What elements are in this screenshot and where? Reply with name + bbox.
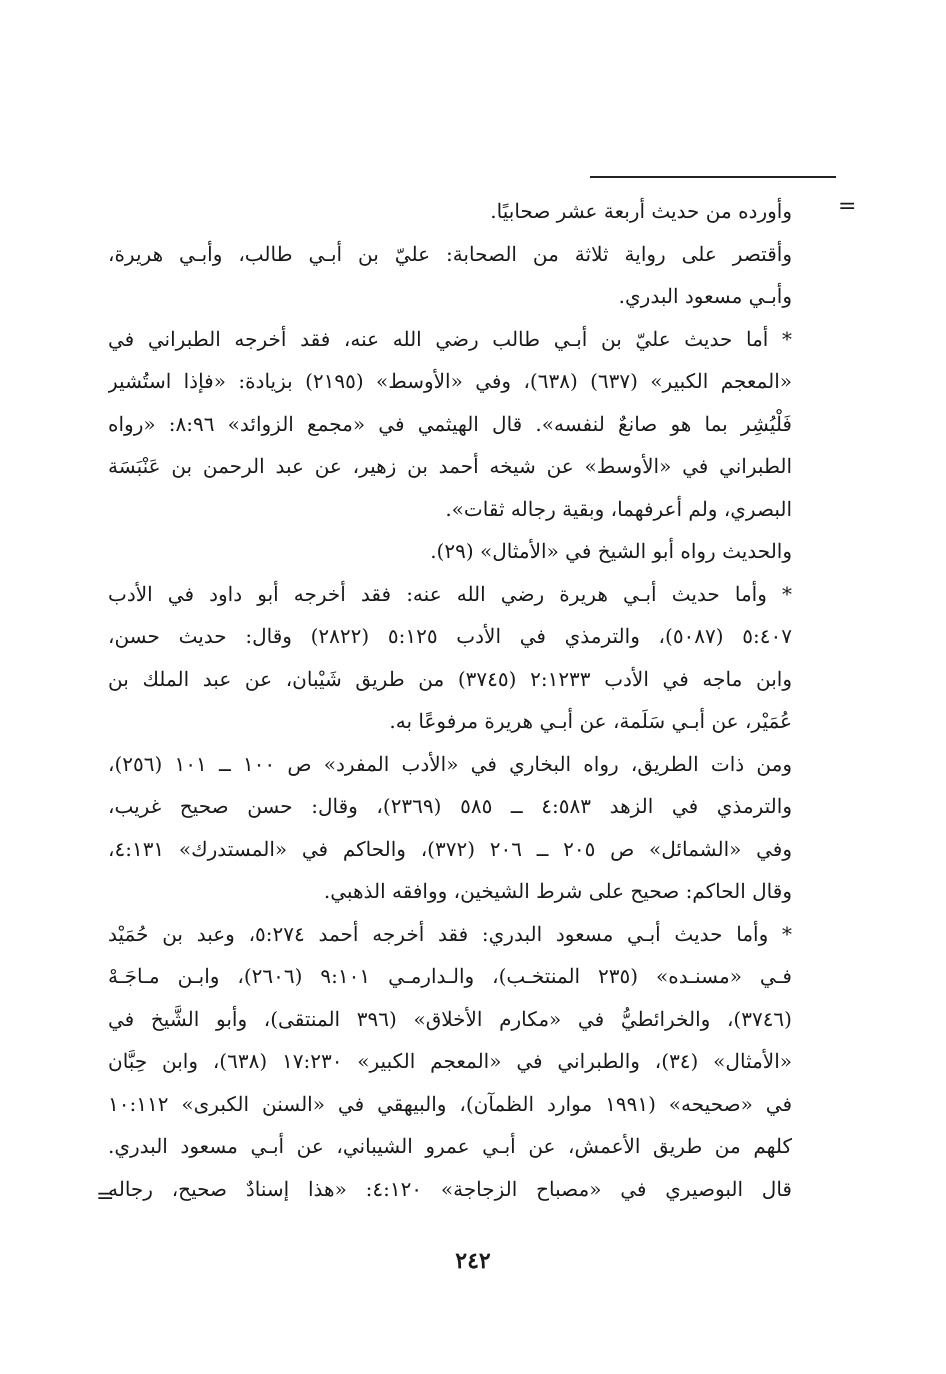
footnote-text	[108, 190, 792, 1210]
text-line: والحديث رواه أبو الشيخ في «الأمثال» (٢٩).	[430, 539, 792, 563]
text-line: وأقتصر على رواية ثلاثة من الصحابة: عليّ بن أبـي طالب، وأبـي هريرة،	[108, 241, 792, 266]
continuation-mark-bottom: =	[96, 1184, 115, 1209]
text-line: فـي «مسنـده» (٢٣٥ المنتخـب)، والـدارمـي ٩:١٠١ (٢٦٠٦)، وابـن مـاجَـهْ	[108, 964, 792, 988]
text-line: * وأما حديث أبـي هريرة رضي الله عنه: فقد أخرجه أبو داود في الأدب	[108, 581, 792, 606]
text-line: ٥:٤٠٧ (٥٠٨٧)، والترمذي في الأدب ٥:١٢٥ (٢٨٢٢) وقال: حديث حسن،	[108, 624, 792, 648]
text-line: «الأمثال» (٣٤)، والطبراني في «المعجم الكبير» ١٧:٢٣٠ (٦٣٨)، وابن حِبَّان	[108, 1049, 792, 1073]
text-line: البصري، ولم أعرفهما، وبقية رجاله ثقات».	[445, 496, 792, 521]
text-line: * وأما حديث أبـي مسعود البدري: فقد أخرجه أحمد ٥:٢٧٤، وعبد بن حُمَيْد	[108, 921, 792, 946]
text-line: عُمَيْر، عن أبـي سَلَمة، عن أبـي هريرة مرفوعًا به.	[389, 709, 792, 733]
footnote-separator-rule	[590, 176, 836, 178]
text-line: وأبـي مسعود البدري.	[618, 284, 792, 308]
text-line: فَلْيُشِر بما هو صانعٌ لنفسه». قال الهيثمي في «مجمع الزوائد» ٨:٩٦: «رواه	[108, 411, 792, 436]
text-line: (٣٧٤٦)، والخرائطيُّ في «مكارم الأخلاق» (٣٩٦ المنتقى)، وأبو الشَّيخ في	[108, 1006, 792, 1031]
continuation-mark-top: =	[838, 194, 857, 219]
text-line: * أما حديث عليّ بن أبـي طالب رضي الله عنه، فقد أخرجه الطبراني في	[108, 326, 792, 351]
text-line: وقال الحاكم: صحيح على شرط الشيخين، ووافقه الذهبي.	[323, 879, 792, 903]
text-line: وفي «الشمائل» ص ٢٠٥ ــ ٢٠٦ (٣٧٢)، والحاكم في «المستدرك» ٤:١٣١،	[108, 836, 792, 861]
text-line: «المعجم الكبير» (٦٣٧) (٦٣٨)، وفي «الأوسط» (٢١٩٥) بزيادة: «فإذا استُشير	[108, 369, 792, 393]
text-line: الطبراني في «الأوسط» عن شيخه أحمد بن زهير، عن عبد الرحمن بن عَنْبَسَة	[108, 454, 792, 478]
page-number: ٢٤٢	[455, 1248, 491, 1274]
text-line: وأورده من حديث أربعة عشر صحابيًا.	[490, 199, 792, 223]
text-line: في «صحيحه» (١٩٩١ موارد الظمآن)، والبيهقي في «السنن الكبرى» ١٠:١١٢	[108, 1091, 792, 1116]
text-line: ومن ذات الطريق، رواه البخاري في «الأدب المفرد» ص ١٠٠ ــ ١٠١ (٢٥٦)،	[108, 751, 792, 776]
text-line: والترمذي في الزهد ٤:٥٨٣ ــ ٥٨٥ (٢٣٦٩)، وقال: حسن صحيح غريب،	[108, 794, 792, 818]
text-line: كلهم من طريق الأعمش، عن أبـي عمرو الشيباني، عن أبـي مسعود البدري.	[108, 1134, 792, 1158]
text-line: قال البوصيري في «مصباح الزجاجة» ٤:١٢٠: «هذا إسنادٌ صحيح، رجاله	[108, 1176, 792, 1201]
text-line: وابن ماجه في الأدب ٢:١٢٣٣ (٣٧٤٥) من طريق شَيْبان، عن عبد الملك بن	[108, 666, 792, 691]
